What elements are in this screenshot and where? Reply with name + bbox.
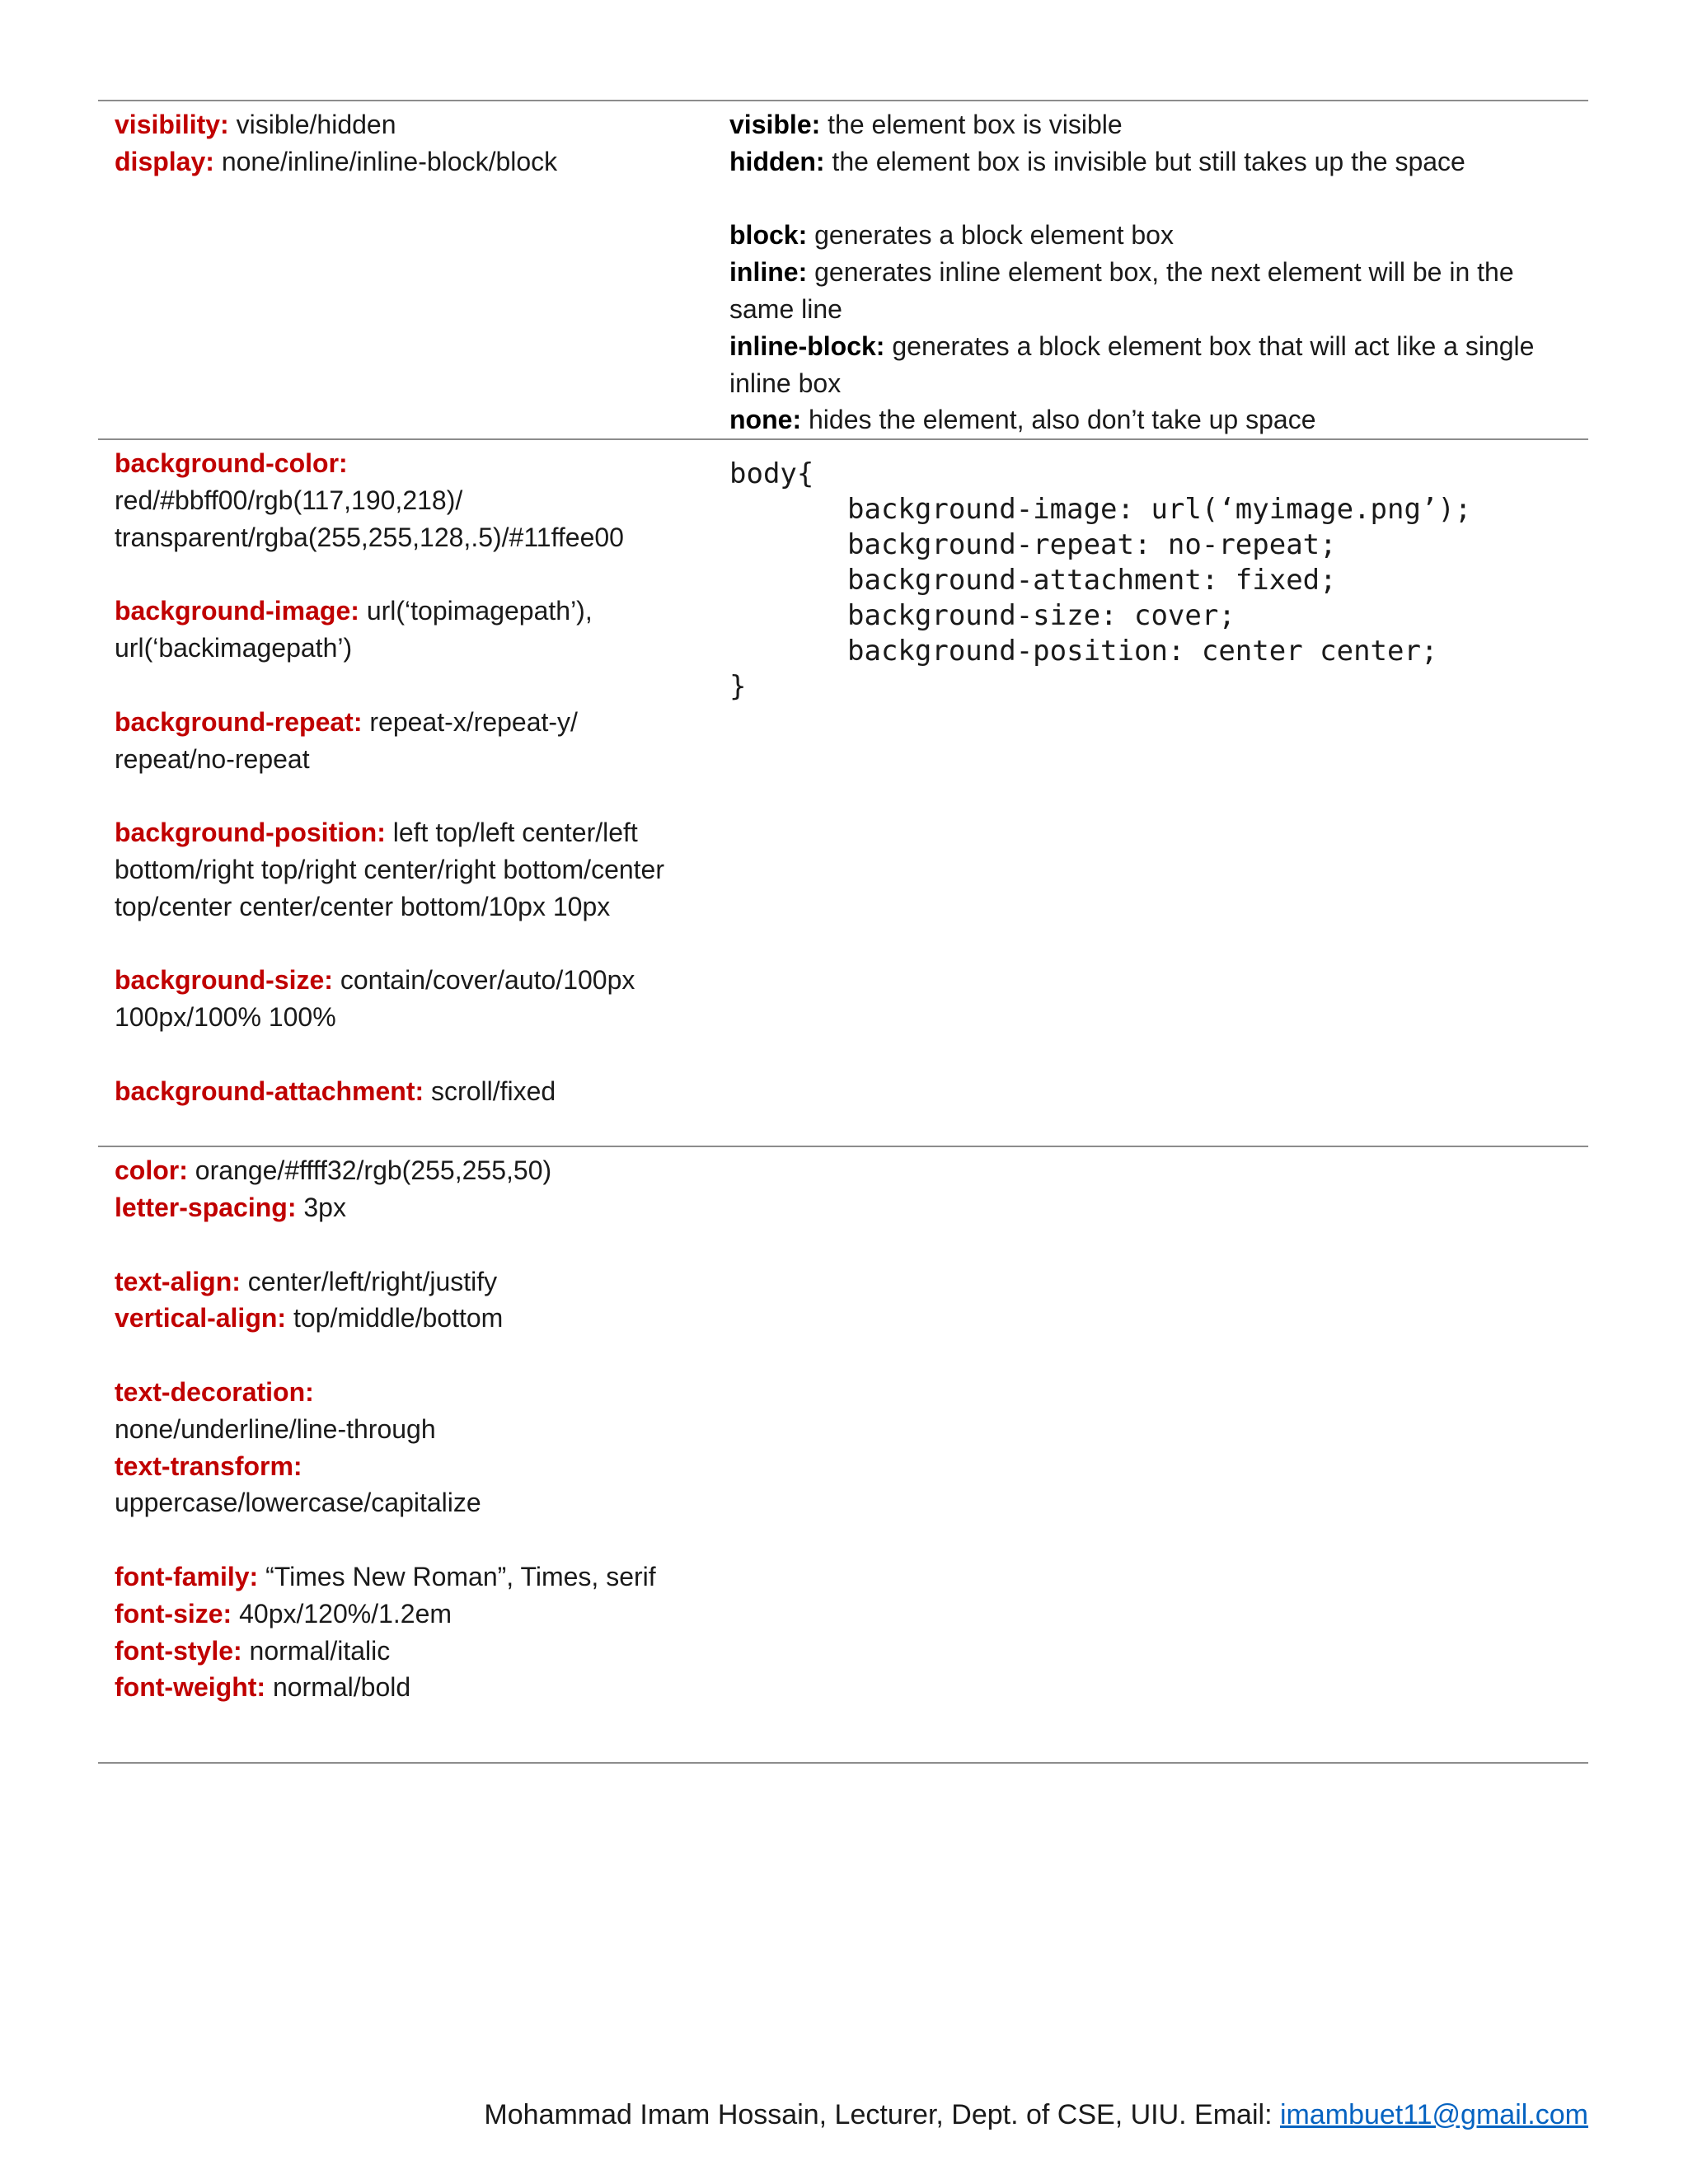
spacer: [115, 1337, 696, 1374]
definition-text: the element box is invisible but still takes up the space: [832, 146, 1465, 176]
property-values: scroll/fixed: [431, 1076, 556, 1106]
entry-vertical-align: [115, 1300, 696, 1337]
code-line: background-repeat: no-repeat;: [847, 528, 1337, 562]
document-page: [98, 100, 1588, 1764]
definition-inline: [729, 254, 1572, 328]
property-values: orange/#ffff32/rgb(255,255,50): [195, 1155, 552, 1186]
entry-font-style: [115, 1633, 696, 1670]
spacer: [115, 1226, 696, 1263]
code-line: background-attachment: fixed;: [847, 564, 1337, 598]
property-values: none/underline/line-through: [115, 1413, 436, 1444]
property-values: center/left/right/justify: [247, 1266, 498, 1296]
entry-text-align: [115, 1263, 696, 1301]
property-values: red/#bbff00/rgb(117,190,218)/ transparent/rgba(255,255,128,.5)/#11ffee00: [115, 485, 624, 552]
property-name: background-size:: [115, 965, 333, 996]
code-line: background-position: center center;: [847, 635, 1438, 668]
property-values: top/middle/bottom: [293, 1303, 504, 1333]
property-values: left top/left center/left bottom/right top/right center/right bottom/center top/center center/center bottom/10px 10px: [115, 818, 664, 921]
property-name: text-transform:: [115, 1451, 302, 1481]
spacer: [115, 667, 696, 704]
property-name: visibility:: [115, 110, 229, 139]
property-values: url(‘topimagepath’), url(‘backimagepath’): [115, 596, 593, 663]
spacer: [115, 777, 696, 814]
property-values: contain/cover/auto/100px 100px/100% 100%: [115, 965, 635, 1033]
property-name: vertical-align:: [115, 1303, 287, 1333]
property-values: uppercase/lowercase/capitalize: [115, 1488, 481, 1518]
right-cell-empty: [713, 1146, 1588, 1763]
entry-visibility: [115, 106, 696, 143]
footer-author-text: Mohammad Imam Hossain, Lecturer, Dept. of CSE, UIU. Email:: [484, 2099, 1280, 2130]
property-name: font-size:: [115, 1598, 232, 1629]
property-name: background-position:: [115, 818, 386, 848]
entry-background-repeat: [115, 704, 696, 778]
right-cell: [713, 101, 1588, 439]
property-name: background-repeat:: [115, 706, 363, 737]
property-values: 3px: [303, 1192, 346, 1222]
property-name: background-color:: [115, 448, 348, 479]
entry-background-attachment: [115, 1073, 696, 1110]
property-name: color:: [115, 1155, 188, 1186]
property-values: visible/hidden: [236, 110, 396, 139]
entry-text-transform: [115, 1448, 696, 1522]
spacer: [115, 556, 696, 593]
property-name: text-align:: [115, 1266, 241, 1296]
property-name: display:: [115, 146, 214, 176]
entry-color: [115, 1152, 696, 1189]
property-name: font-weight:: [115, 1672, 266, 1703]
left-cell: [98, 101, 713, 439]
property-name: letter-spacing:: [115, 1192, 297, 1222]
definition-none: [729, 401, 1572, 438]
definition-text: hides the element, also don’t take up space: [808, 405, 1316, 435]
definition-hidden: [729, 143, 1572, 180]
code-selector-open: body{: [729, 457, 814, 491]
footer-email-link[interactable]: imambuet11@gmail.com: [1279, 2099, 1588, 2130]
property-values: repeat-x/repeat-y/ repeat/no-repeat: [115, 706, 578, 774]
code-line: background-image: url(‘myimage.png’);: [847, 493, 1472, 527]
property-values: normal/italic: [249, 1635, 391, 1666]
code-line: background-size: cover;: [847, 599, 1236, 633]
left-cell: [98, 1146, 713, 1763]
entry-font-family: [115, 1558, 696, 1596]
definition-term: hidden:: [729, 146, 825, 176]
property-name: background-attachment:: [115, 1076, 424, 1106]
css-reference-table: [98, 100, 1588, 1764]
definition-term: inline-block:: [729, 330, 885, 361]
entry-background-image: [115, 593, 696, 667]
spacer: [115, 1521, 696, 1558]
entry-background-size: [115, 962, 696, 1036]
entry-display: [115, 143, 696, 180]
definition-term: block:: [729, 220, 808, 251]
definition-term: inline:: [729, 257, 808, 288]
definition-term: none:: [729, 405, 802, 435]
spacer: [115, 1036, 696, 1073]
property-values: 40px/120%/1.2em: [239, 1598, 452, 1629]
entry-text-decoration: [115, 1374, 696, 1448]
property-values: none/inline/inline-block/block: [221, 146, 558, 176]
property-values: “Times New Roman”, Times, serif: [265, 1561, 656, 1591]
spacer: [729, 180, 1572, 218]
property-name: text-decoration:: [115, 1376, 314, 1407]
table-row-visibility-display: [98, 101, 1588, 439]
definition-text: generates a block element box: [814, 220, 1174, 251]
entry-font-weight: [115, 1669, 696, 1706]
property-name: background-image:: [115, 596, 359, 626]
right-cell: [713, 439, 1588, 1146]
property-values: normal/bold: [272, 1672, 411, 1703]
entry-background-position: [115, 814, 696, 925]
entry-background-color: [115, 445, 696, 555]
code-selector-close: }: [729, 670, 747, 704]
table-row-background: [98, 439, 1588, 1146]
table-row-text-font: [98, 1146, 1588, 1763]
definition-text: generates a block element box that will act like a single inline box: [729, 330, 1535, 398]
definition-block: [729, 217, 1572, 254]
spacer: [115, 926, 696, 963]
page-footer: [484, 2098, 1588, 2131]
property-name: font-style:: [115, 1635, 242, 1666]
definition-text: generates inline element box, the next element will be in the same line: [729, 257, 1514, 324]
entry-letter-spacing: [115, 1189, 696, 1226]
property-name: font-family:: [115, 1561, 259, 1591]
definition-inline-block: [729, 328, 1572, 402]
definition-text: the element box is visible: [828, 110, 1123, 139]
left-cell: [98, 439, 713, 1146]
code-example: [729, 457, 1572, 705]
definition-term: visible:: [729, 110, 821, 139]
definition-visible: [729, 106, 1572, 143]
entry-font-size: [115, 1596, 696, 1633]
